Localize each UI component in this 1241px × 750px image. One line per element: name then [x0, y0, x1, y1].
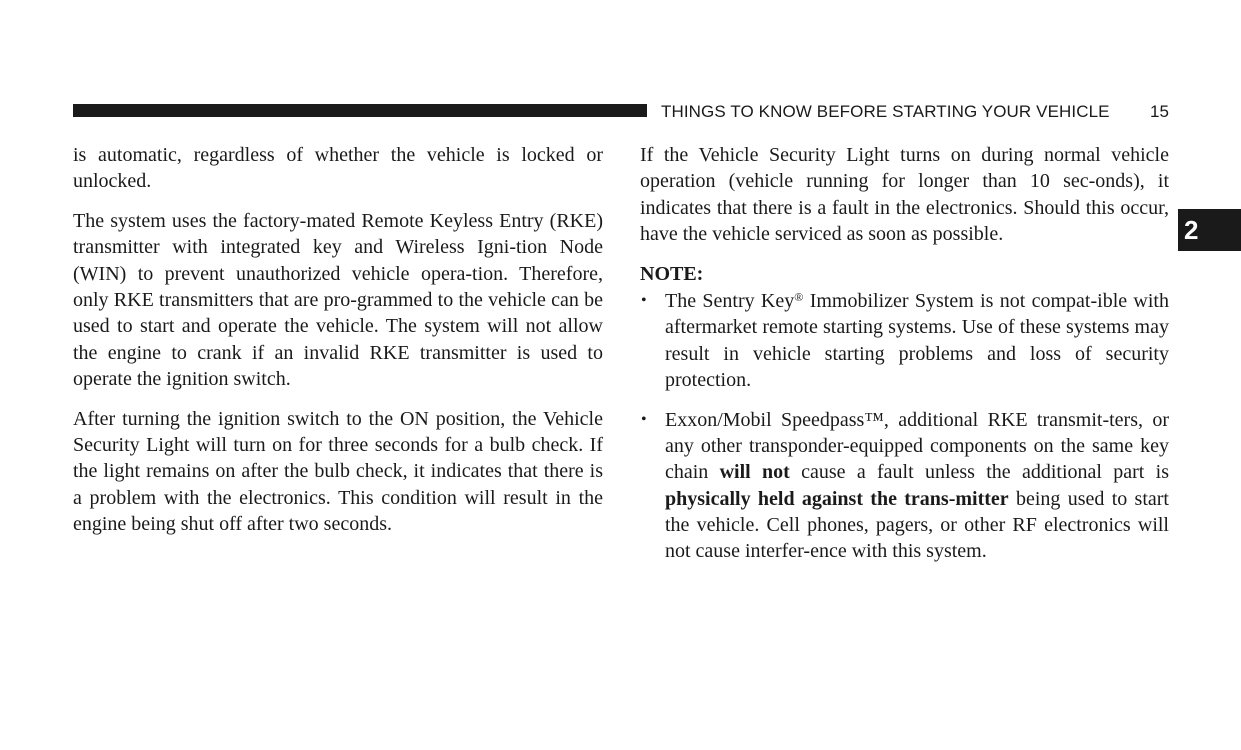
note-list: [640, 288, 1169, 564]
running-header: THINGS TO KNOW BEFORE STARTING YOUR VEHICLE: [661, 102, 1110, 121]
registered-mark: ®: [794, 289, 804, 304]
chapter-tab: 2: [1178, 209, 1241, 251]
note-heading: NOTE:: [640, 262, 704, 285]
left-column: [73, 142, 603, 551]
bullet-text: being used to start the vehicle. Cell phones, pagers, or other RF electronics will not cause interfer-ence with this system.: [665, 487, 1169, 563]
paragraph-continuation: is automatic, regardless of whether the vehicle is locked or unlocked.: [73, 144, 603, 193]
bold-text: will not: [719, 461, 790, 484]
right-column: [640, 142, 1169, 578]
bold-text: physically held against the trans-mitter: [665, 487, 1009, 510]
bullet-text: Immobilizer System is not compat-ible with aftermarket remote starting systems. Use of these systems may result in vehicle starting problems and loss of security protection.: [665, 289, 1169, 391]
list-item: [640, 407, 1169, 565]
bullet-icon: •: [641, 291, 647, 309]
bullet-text: Exxon/Mobil Speedpass™, additional RKE transmit-ters, or any other transponder-equipped components on the same key chain: [665, 408, 1169, 484]
page-number: 15: [1150, 102, 1169, 121]
paragraph-security-light-fault: If the Vehicle Security Light turns on during normal vehicle operation (vehicle running for longer than 10 sec-onds), it indicates that there is a fault in the electronics. Should this occur, have the vehicle serviced as soon as possible.: [640, 144, 1169, 245]
paragraph-rke-system: The system uses the factory-mated Remote Keyless Entry (RKE) transmitter with integrated key and Wireless Igni-tion Node (WIN) to prevent unauthorized vehicle opera-tion. Therefore, only RKE transmitters that are pro-grammed to the vehicle can be used to start and operate the vehicle. The system will not allow the engine to crank if an invalid RKE transmitter is used to operate the ignition switch.: [73, 210, 603, 390]
bullet-text: The Sentry Key: [665, 289, 795, 312]
list-item: [640, 288, 1169, 393]
bullet-icon: •: [641, 410, 647, 428]
header-rule: [73, 104, 647, 117]
bullet-text: cause a fault unless the additional part is: [789, 461, 1169, 484]
paragraph-bulb-check: After turning the ignition switch to the ON position, the Vehicle Security Light will turn on for three seconds for a bulb check. If the light remains on after the bulb check, it indicates that there is a problem with the electronics. This condition will result in the engine being shut off after two seconds.: [73, 407, 603, 535]
